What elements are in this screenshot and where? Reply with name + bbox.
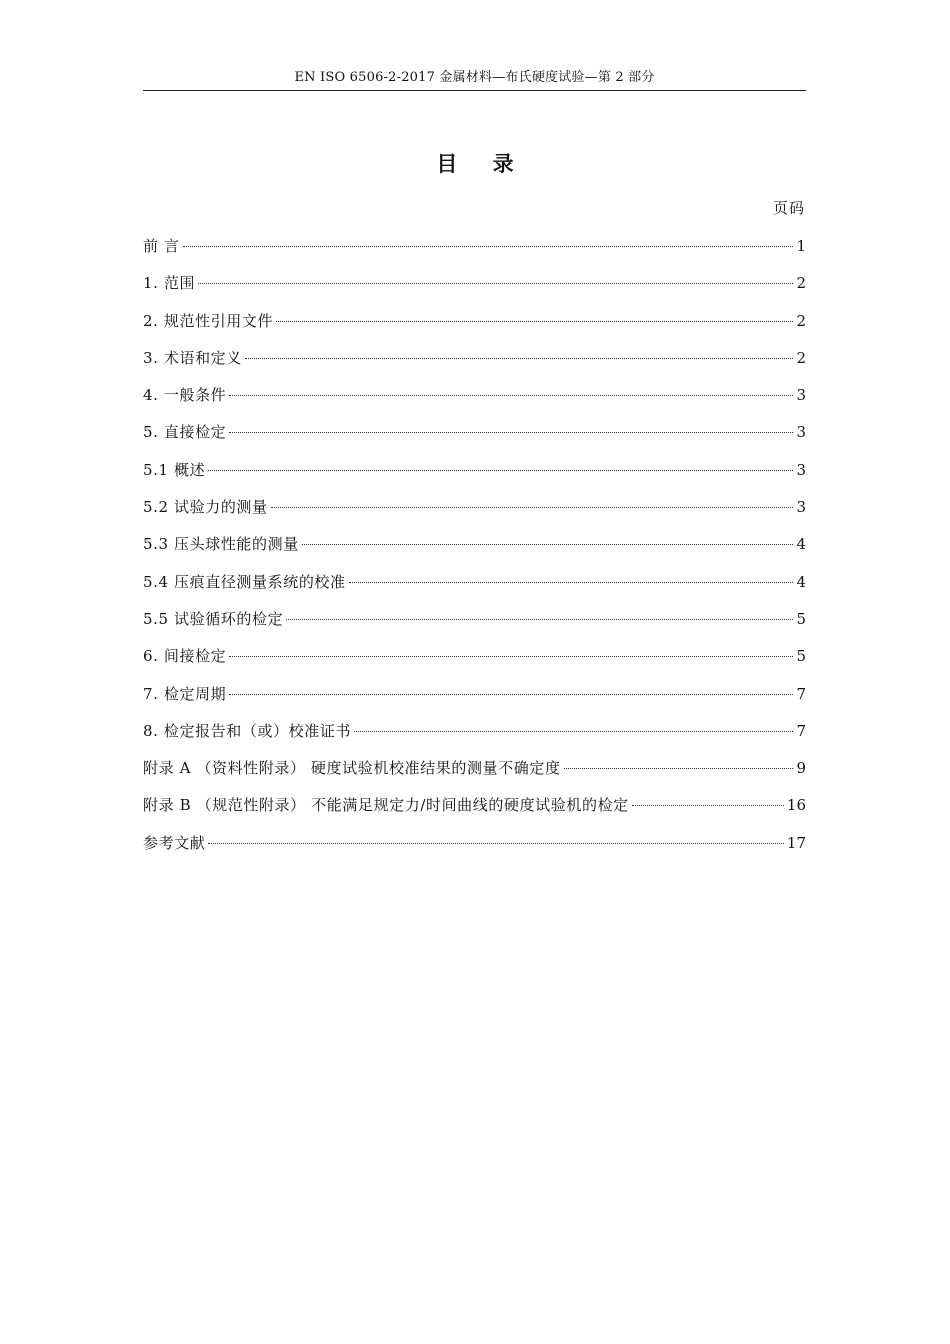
toc-entry-verification-report[interactable] — [143, 719, 806, 756]
toc-entry-5-3-indenter-ball[interactable] — [143, 532, 806, 569]
toc-entry-annex-a[interactable] — [143, 756, 806, 793]
toc-entry-general-conditions[interactable] — [143, 383, 806, 420]
toc-entry-page: 3 — [796, 460, 806, 479]
dot-leader — [229, 693, 793, 695]
toc-entry-label: 5.5 试验循环的检定 — [143, 609, 284, 628]
dot-leader — [208, 842, 784, 844]
toc-entry-scope[interactable] — [143, 271, 806, 308]
toc-entry-page: 2 — [796, 348, 806, 367]
toc-entry-5-2-test-force[interactable] — [143, 495, 806, 532]
toc-entry-page: 17 — [786, 833, 806, 852]
toc-entry-label: 5.4 压痕直径测量系统的校准 — [143, 572, 346, 591]
toc-entry-label: 5.3 压头球性能的测量 — [143, 535, 299, 554]
toc-entry-label: 3. 术语和定义 — [143, 348, 242, 367]
toc-entry-label: 1. 范围 — [143, 274, 196, 293]
dot-leader — [245, 357, 794, 359]
toc-entry-preface[interactable] — [143, 234, 806, 271]
toc-entry-label: 5. 直接检定 — [143, 423, 227, 442]
toc-entry-page: 5 — [796, 647, 806, 666]
dot-leader — [632, 804, 784, 806]
dot-leader — [229, 431, 793, 433]
toc-entry-page: 3 — [796, 498, 806, 517]
toc-entry-page: 7 — [796, 684, 806, 703]
dot-leader — [276, 320, 793, 322]
dot-leader — [302, 543, 794, 545]
toc-entry-indirect-verification[interactable] — [143, 644, 806, 681]
dot-leader — [229, 655, 793, 657]
toc-entry-annex-b[interactable] — [143, 793, 806, 830]
toc-entry-terms-definitions[interactable] — [143, 346, 806, 383]
toc-entry-5-4-measuring-system[interactable] — [143, 570, 806, 607]
toc-title: 目 录 — [436, 151, 528, 176]
toc-entry-5-5-test-cycle[interactable] — [143, 607, 806, 644]
toc-entry-label: 附录 B （规范性附录） 不能满足规定力/时间曲线的硬度试验机的检定 — [143, 796, 629, 815]
toc-entry-label: 前 言 — [143, 237, 180, 255]
page-header — [143, 68, 806, 91]
header-text: EN ISO 6506-2-2017 金属材料—布氏硬度试验—第 2 部分 — [294, 70, 655, 85]
toc-entry-bibliography[interactable] — [143, 831, 806, 868]
page-column-label: 页码 — [772, 199, 805, 217]
toc-entry-label: 8. 检定报告和（或）校准证书 — [143, 721, 352, 740]
toc-entry-5-1-overview[interactable] — [143, 458, 806, 495]
toc-entry-label: 5.1 概述 — [143, 460, 206, 479]
toc-entry-verification-interval[interactable] — [143, 682, 806, 719]
toc-entry-label: 4. 一般条件 — [143, 386, 227, 405]
toc-entry-label: 6. 间接检定 — [143, 647, 227, 666]
toc-entry-page: 3 — [796, 423, 806, 442]
toc-entry-direct-verification[interactable] — [143, 420, 806, 457]
toc-entry-page: 16 — [786, 796, 806, 815]
toc-entry-page: 4 — [796, 572, 806, 591]
dot-leader — [208, 469, 793, 471]
dot-leader — [271, 506, 794, 508]
dot-leader — [286, 618, 793, 620]
dot-leader — [564, 767, 794, 769]
dot-leader — [198, 282, 793, 284]
toc-entry-page: 2 — [796, 274, 806, 293]
toc-entry-label: 附录 A （资料性附录） 硬度试验机校准结果的测量不确定度 — [143, 759, 561, 778]
toc-entry-label: 5.2 试验力的测量 — [143, 498, 268, 517]
table-of-contents — [143, 234, 806, 868]
toc-entry-page: 7 — [796, 721, 806, 740]
toc-entry-label: 参考文献 — [143, 833, 206, 852]
toc-entry-page: 9 — [796, 759, 806, 778]
toc-entry-label: 2. 规范性引用文件 — [143, 311, 274, 330]
toc-entry-page: 2 — [796, 311, 806, 330]
toc-entry-normative-references[interactable] — [143, 309, 806, 346]
toc-entry-page: 5 — [796, 609, 806, 628]
toc-entry-page: 4 — [796, 535, 806, 554]
dot-leader — [183, 245, 794, 247]
dot-leader — [229, 394, 793, 396]
toc-entry-page: 1 — [796, 237, 806, 255]
toc-entry-label: 7. 检定周期 — [143, 684, 227, 703]
dot-leader — [349, 581, 794, 583]
dot-leader — [354, 730, 793, 732]
toc-entry-page: 3 — [796, 386, 806, 405]
